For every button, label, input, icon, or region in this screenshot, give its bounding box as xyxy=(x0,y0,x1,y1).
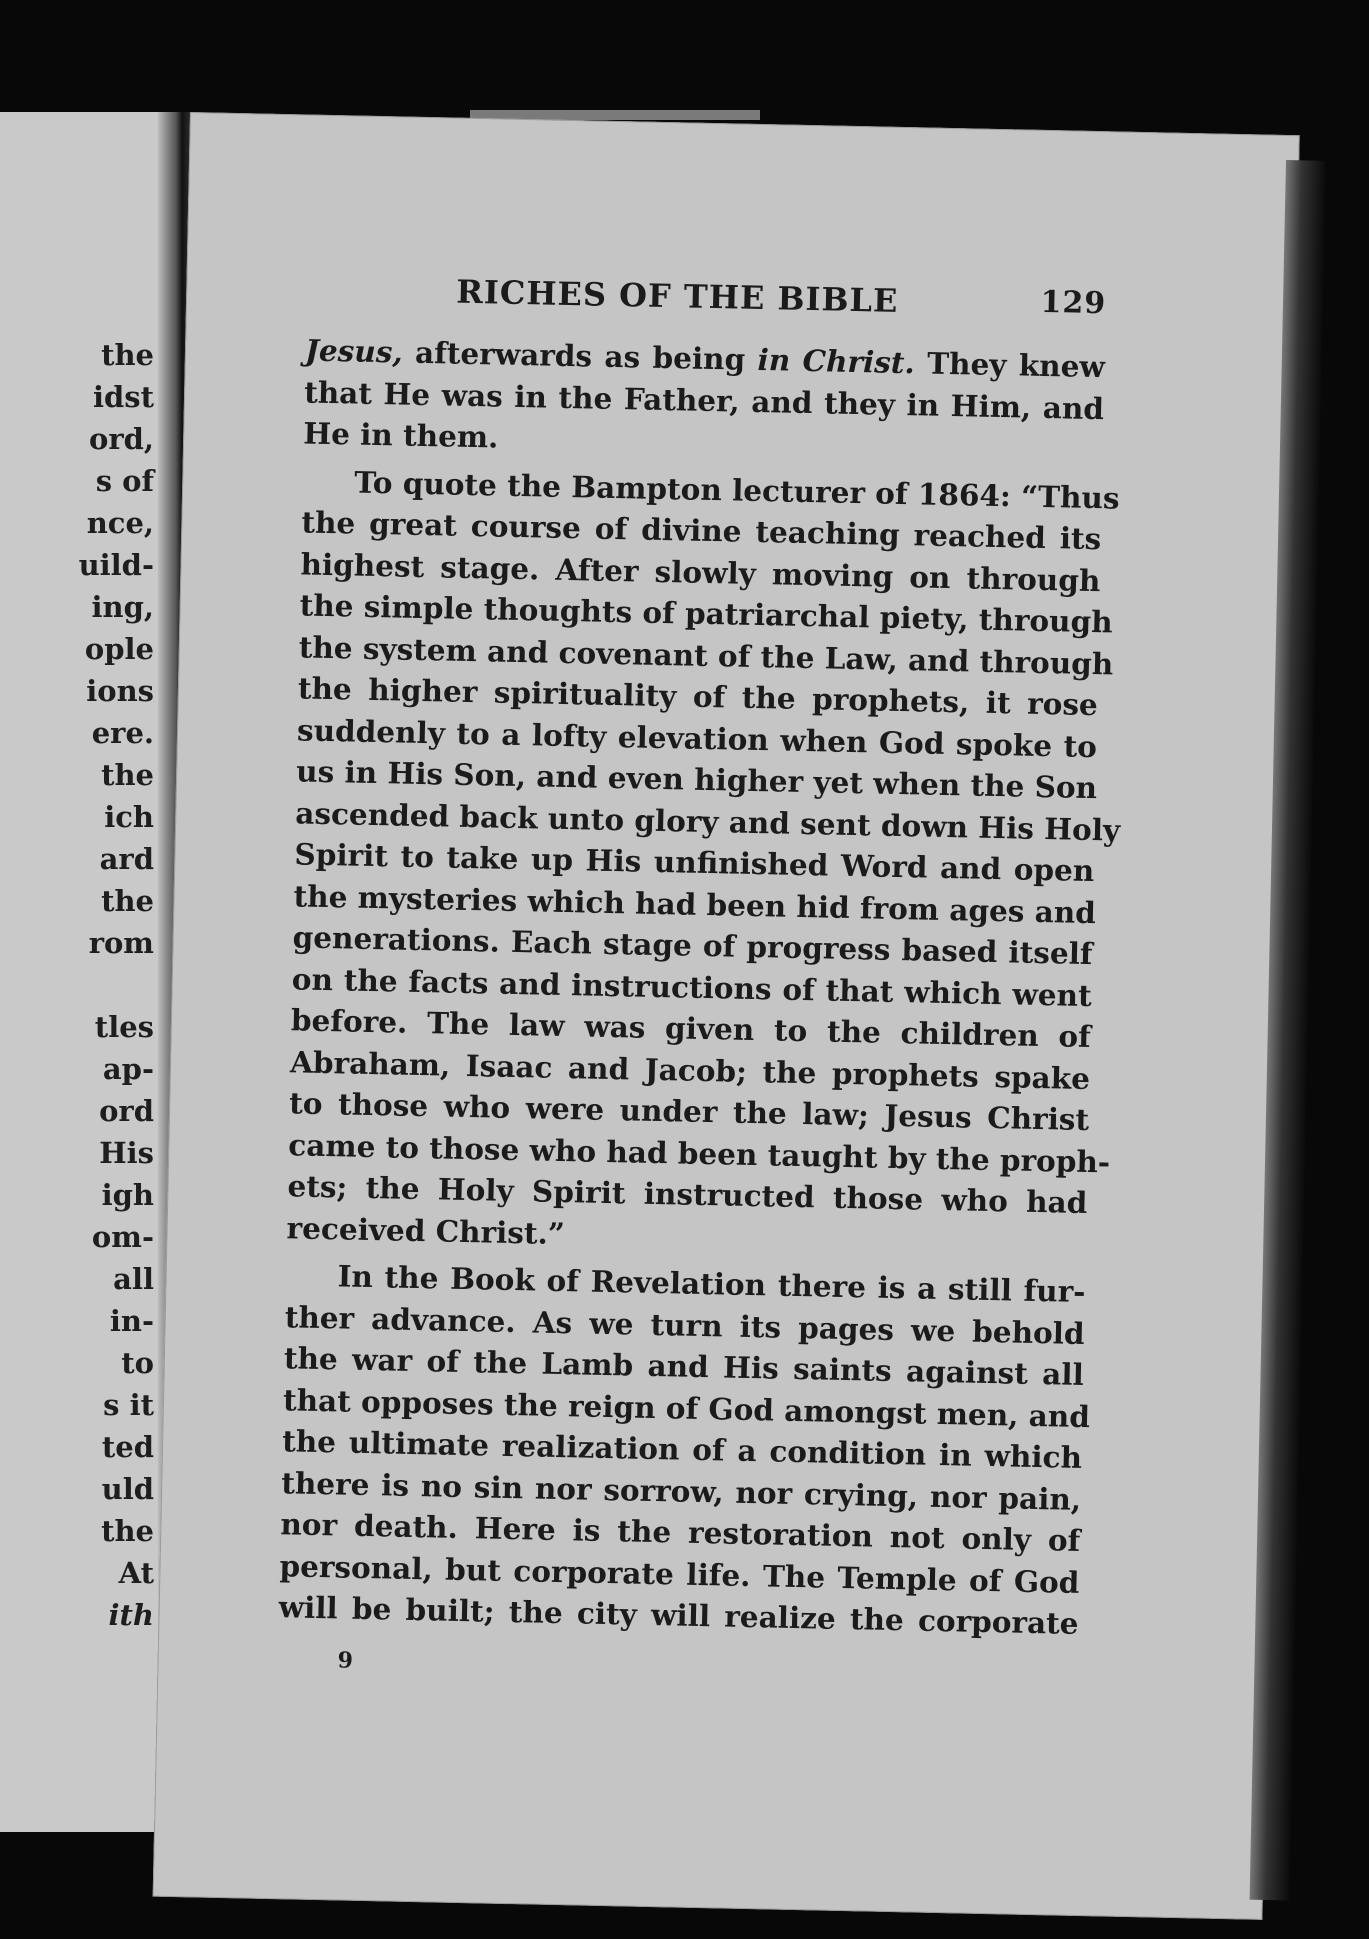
text-line: the great course of divine teaching reached its xyxy=(301,504,1102,557)
text-line: In the Book of Revelation there is a still fur- xyxy=(337,1258,1086,1310)
text-line: will be built; the city will realize the corporate xyxy=(278,1589,1079,1641)
text-line: that opposes the reign of God amongst men, and xyxy=(282,1381,1091,1434)
left-line: all xyxy=(113,1262,154,1296)
italic-word: Jesus, xyxy=(304,332,404,370)
text-line: highest stage. After slowly moving on through xyxy=(300,545,1101,598)
left-line-gap xyxy=(79,964,154,1006)
text-line: personal, but corporate life. The Temple of God xyxy=(279,1547,1080,1600)
left-line: uild- xyxy=(78,548,154,582)
signature-mark: 9 xyxy=(337,1646,354,1674)
left-line: ord xyxy=(99,1094,154,1128)
left-line: s it xyxy=(103,1388,154,1422)
left-line: ople xyxy=(84,632,154,666)
paragraph-2-quotation xyxy=(286,460,1121,1265)
left-line: in- xyxy=(109,1304,154,1338)
italic-phrase: in Christ. xyxy=(757,341,916,381)
left-line: ing, xyxy=(91,590,154,624)
left-line: At xyxy=(118,1556,154,1590)
paragraph-3 xyxy=(278,1254,1091,1644)
text-line: ets; the Holy Spirit instructed those who had xyxy=(287,1168,1088,1221)
left-page-text-fragments xyxy=(79,334,154,1636)
text-line: to those who were under the law; Jesus Christ xyxy=(288,1085,1090,1138)
text-line: the simple thoughts of patriarchal piety, through xyxy=(299,587,1113,640)
left-line: uld xyxy=(101,1472,154,1506)
left-line: to xyxy=(121,1346,154,1380)
text-line: the mysteries which had been hid from ages and xyxy=(293,877,1097,930)
text-line: us in His Son, and even higher yet when the Son xyxy=(295,753,1098,806)
text-line: ascended back unto glory and sent down His Holy xyxy=(294,794,1121,848)
left-line: ere. xyxy=(91,716,154,750)
left-line: the xyxy=(101,1514,154,1548)
running-head-title: RICHES OF THE BIBLE xyxy=(455,272,899,320)
left-line: the xyxy=(101,758,154,792)
text-line: there is no sin nor sorrow, nor crying, nor pain, xyxy=(280,1464,1082,1517)
text-line: the system and covenant of the Law, and through xyxy=(298,628,1114,681)
left-line: ions xyxy=(86,674,154,708)
left-line: ted xyxy=(101,1430,154,1464)
left-line: idst xyxy=(92,380,154,414)
text-line: To quote the Bampton lecturer of 1864: “Thus xyxy=(353,464,1120,516)
text-line: ther advance. As we turn its pages we behold xyxy=(284,1298,1085,1351)
left-line: the xyxy=(101,884,154,918)
text-run: afterwards as being xyxy=(402,334,758,377)
left-line: s of xyxy=(95,464,154,498)
text-line: Spirit to take up His unfinished Word and open xyxy=(294,836,1095,889)
text-line: came to those who had been taught by the proph- xyxy=(288,1126,1111,1179)
text-line: He in them. xyxy=(302,415,499,455)
left-line: ord, xyxy=(89,422,154,456)
left-line: ich xyxy=(104,800,154,834)
text-line: the war of the Lamb and His saints against all xyxy=(283,1340,1085,1392)
text-line: before. The law was given to the children of xyxy=(290,1002,1092,1055)
text-line: the higher spirituality of the prophets, it rose xyxy=(297,670,1099,723)
left-line: igh xyxy=(101,1178,154,1212)
left-line: rom xyxy=(88,926,154,960)
text-line: that He was in the Father, and they in Him, and xyxy=(303,373,1105,426)
left-line: His xyxy=(99,1136,154,1170)
text-line: the ultimate realization of a condition in which xyxy=(281,1423,1083,1475)
left-line: ith xyxy=(108,1598,154,1632)
text-line: suddenly to a lofty elevation when God spoke to xyxy=(296,711,1098,764)
text-line: Abraham, Isaac and Jacob; the prophets spake xyxy=(289,1043,1091,1096)
page-text-block xyxy=(277,269,1121,1688)
text-line: received Christ.” xyxy=(286,1209,566,1251)
page-number: 129 xyxy=(1040,284,1107,322)
left-line: ap- xyxy=(102,1052,154,1086)
text-line: generations. Each stage of progress based itself xyxy=(292,919,1093,972)
text-line: on the facts and instructions of that which went xyxy=(291,960,1093,1013)
paragraph-1 xyxy=(303,329,1105,470)
text-line: nor death. Here is the restoration not only of xyxy=(280,1506,1081,1558)
text-run: They knew xyxy=(914,345,1106,385)
right-page xyxy=(153,112,1300,1920)
left-line: nce, xyxy=(86,506,154,540)
left-line: the xyxy=(101,338,154,372)
left-line: tles xyxy=(94,1010,154,1044)
left-line: ard xyxy=(99,842,154,876)
left-line: om- xyxy=(91,1220,154,1254)
